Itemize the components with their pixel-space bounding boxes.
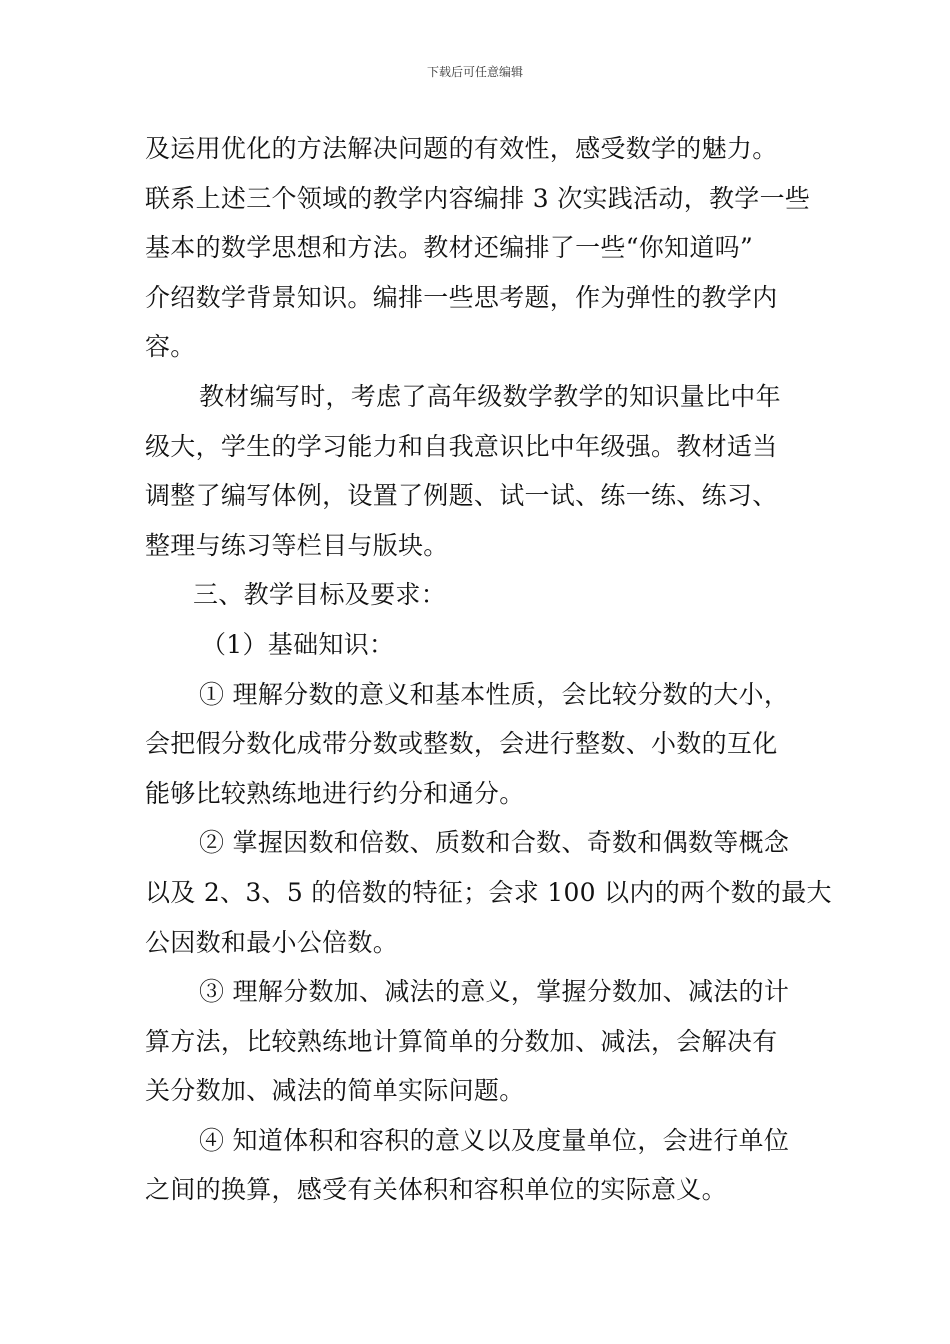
text-line: 能够比较熟练地进行约分和通分。 bbox=[145, 778, 525, 808]
paragraph-start-line: 教材编写时，考虑了高年级数学教学的知识量比中年 bbox=[199, 381, 781, 411]
text-line: 基本的数学思想和方法。教材还编排了一些“你知道吗” bbox=[145, 233, 754, 263]
subsection-heading: （1）基础知识： bbox=[201, 629, 395, 659]
section-heading: 三、教学目标及要求： bbox=[193, 580, 447, 610]
text-line: 及运用优化的方法解决问题的有效性，感受数学的魅力。 bbox=[145, 134, 778, 163]
text-line: 调整了编写体例，设置了例题、试一试、练一练、练习、 bbox=[145, 481, 778, 511]
text-line: 算方法，比较熟练地计算简单的分数加、减法，会解决有 bbox=[145, 1026, 778, 1056]
text-line: 整理与练习等栏目与版块。 bbox=[145, 530, 449, 560]
text-line: 联系上述三个领域的教学内容编排 3 次实践活动，教学一些 bbox=[145, 183, 811, 213]
list-item-start-line: ③ 理解分数加、减法的意义，掌握分数加、减法的计 bbox=[199, 977, 790, 1007]
list-item-start-line: ④ 知道体积和容积的意义以及度量单位，会进行单位 bbox=[199, 1125, 790, 1155]
list-item-start-line: ① 理解分数的意义和基本性质，会比较分数的大小， bbox=[199, 679, 790, 709]
text-line: 会把假分数化成带分数或整数，会进行整数、小数的互化 bbox=[145, 729, 778, 759]
page-header: 下载后可任意编辑 bbox=[426, 65, 523, 79]
text-line: 之间的换算，感受有关体积和容积单位的实际意义。 bbox=[145, 1175, 727, 1205]
text-line: 关分数加、减法的简单实际问题。 bbox=[145, 1076, 525, 1106]
text-line: 以及 2、3、5 的倍数的特征；会求 100 以内的两个数的最大 bbox=[145, 877, 832, 907]
text-line: 公因数和最小公倍数。 bbox=[145, 927, 399, 957]
text-line: 级大，学生的学习能力和自我意识比中年级强。教材适当 bbox=[145, 431, 778, 461]
text-line: 介绍数学背景知识。编排一些思考题，作为弹性的教学内 bbox=[145, 282, 778, 312]
document-body bbox=[145, 124, 832, 1215]
list-item-start-line: ② 掌握因数和倍数、质数和合数、奇数和偶数等概念 bbox=[199, 828, 790, 858]
text-line: 容。 bbox=[145, 332, 196, 362]
